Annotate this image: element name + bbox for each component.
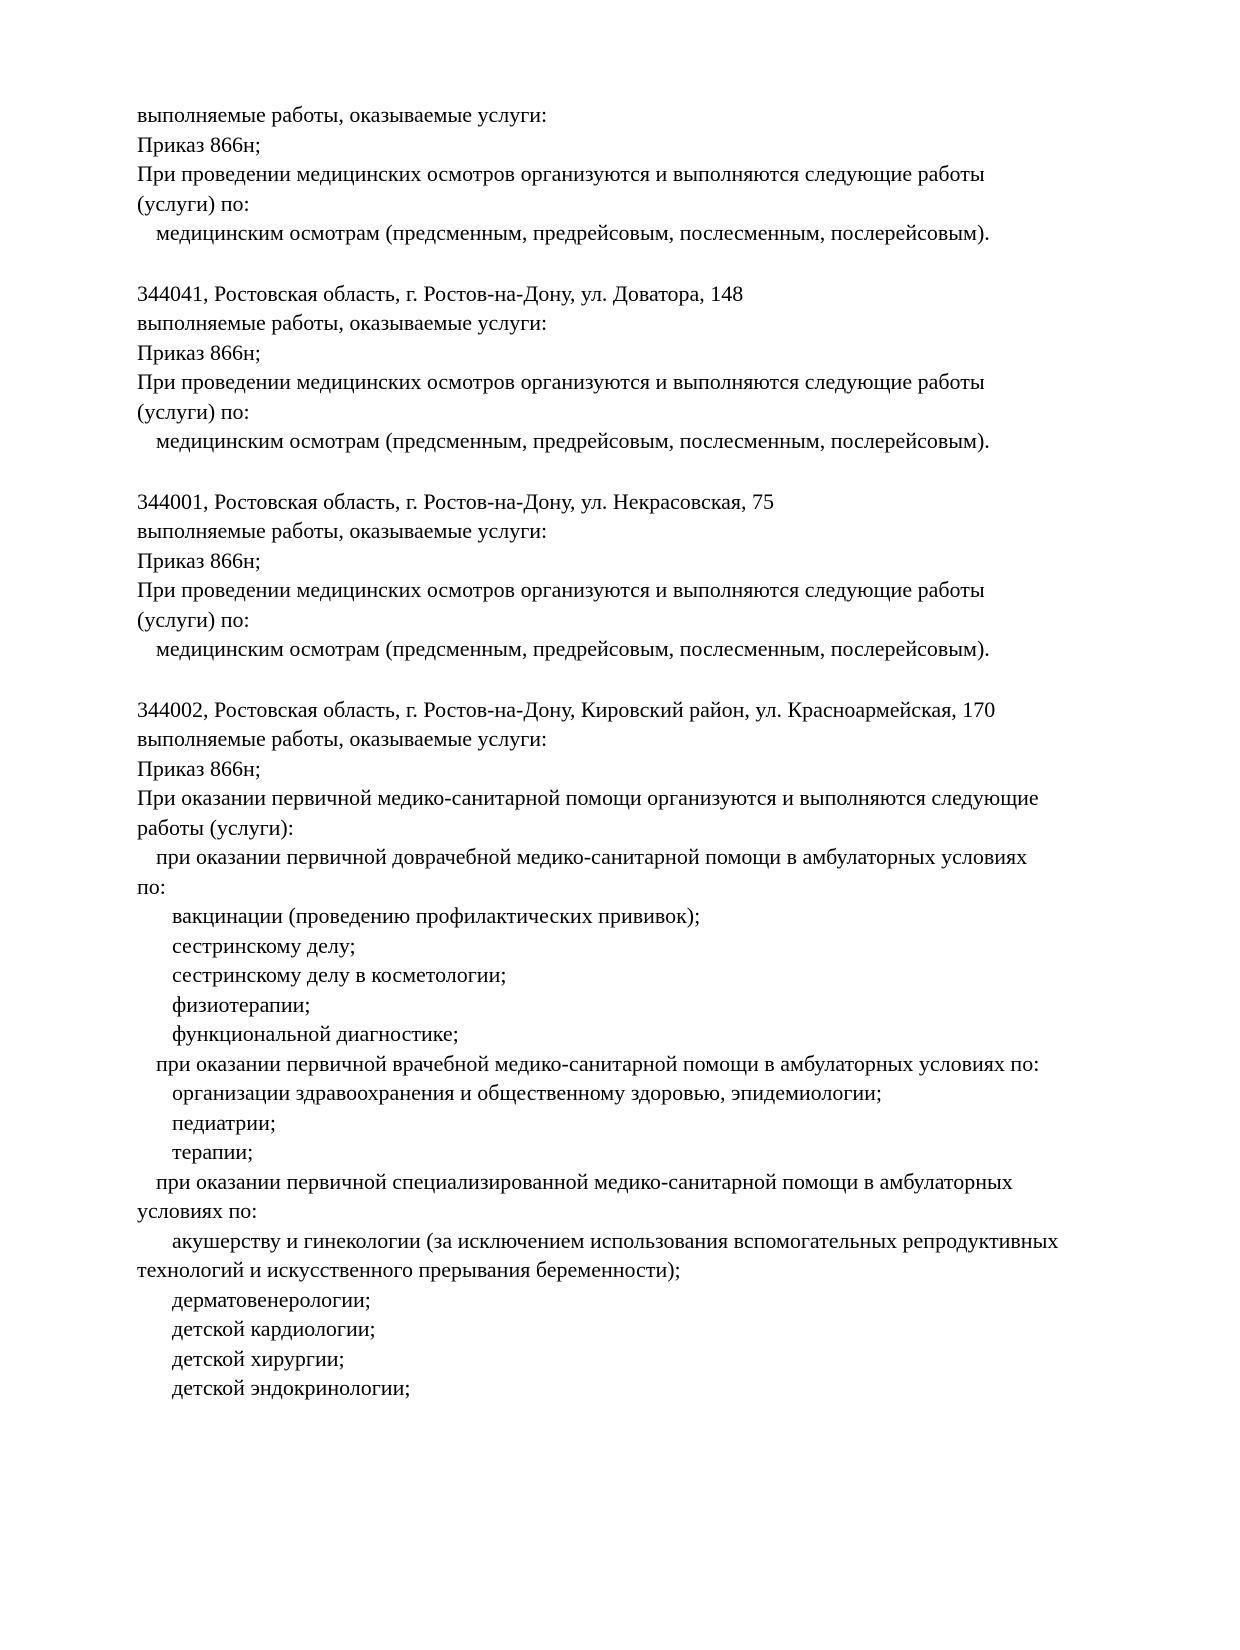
document-line: выполняемые работы, оказываемые услуги: — [137, 310, 548, 335]
document-line: педиатрии; — [172, 1109, 276, 1135]
document-line: детской кардиологии; — [172, 1316, 376, 1341]
license-address-block — [137, 487, 1190, 664]
document-line: медицинским осмотрам (предсменным, предрейсовым, послесменным, послерейсовым). — [156, 220, 990, 245]
document-line: Приказ 866н; — [137, 339, 261, 365]
document-line: (услуги) по: — [137, 190, 250, 216]
document-line: выполняемые работы, оказываемые услуги: — [137, 518, 548, 543]
document-line: при оказании первичной доврачебной медико-санитарной помощи в амбулаторных условиях — [156, 844, 1028, 869]
document-line: физиотерапии; — [172, 991, 311, 1017]
document-line: При проведении медицинских осмотров организуются и выполняются следующие работы — [137, 161, 985, 186]
document-line: медицинским осмотрам (предсменным, предрейсовым, послесменным, послерейсовым). — [156, 636, 990, 661]
document-line: акушерству и гинекологии (за исключением использования вспомогательных репродуктивных — [172, 1227, 1059, 1253]
license-address-block — [137, 695, 1190, 1403]
document-line: работы (услуги): — [137, 814, 294, 840]
document-line: дерматовенерологии; — [172, 1286, 371, 1312]
address-line: 344041, Ростовская область, г. Ростов-на-Дону, ул. Доватора, 148 — [137, 280, 744, 306]
document-line: Приказ 866н; — [137, 755, 261, 781]
document-line: выполняемые работы, оказываемые услуги: — [137, 726, 548, 751]
document-line: сестринскому делу в косметологии; — [172, 962, 507, 987]
address-line: 344002, Ростовская область, г. Ростов-на-Дону, Кировский район, ул. Красноармейская, 170 — [137, 696, 996, 722]
document-line: терапии; — [172, 1139, 254, 1164]
document-line: (услуги) по: — [137, 398, 250, 424]
document-line: сестринскому делу; — [172, 932, 356, 958]
document-line: детской эндокринологии; — [172, 1375, 411, 1400]
document-line: медицинским осмотрам (предсменным, предрейсовым, послесменным, послерейсовым). — [156, 428, 990, 453]
document-line: При оказании первичной медико-санитарной помощи организуются и выполняются следующие — [137, 785, 1039, 810]
document-line: Приказ 866н; — [137, 547, 261, 573]
license-address-block — [137, 279, 1190, 456]
document-line: При проведении медицинских осмотров организуются и выполняются следующие работы — [137, 369, 985, 394]
document-line: технологий и искусственного прерывания беременности); — [137, 1257, 681, 1282]
document-line: (услуги) по: — [137, 606, 250, 632]
document-line: выполняемые работы, оказываемые услуги: — [137, 102, 548, 127]
document-line: вакцинации (проведению профилактических прививок); — [172, 903, 701, 928]
document-line: организации здравоохранения и общественному здоровью, эпидемиологии; — [172, 1080, 883, 1105]
document-line: Приказ 866н; — [137, 131, 261, 157]
document-line: При проведении медицинских осмотров организуются и выполняются следующие работы — [137, 577, 985, 602]
document-line: функциональной диагностике; — [172, 1021, 459, 1046]
document-line: по: — [137, 873, 166, 899]
license-address-block — [137, 100, 1190, 248]
document-line: условиях по: — [137, 1198, 258, 1223]
document-line: детской хирургии; — [172, 1345, 345, 1371]
document-line: при оказании первичной врачебной медико-санитарной помощи в амбулаторных условиях по: — [156, 1050, 1040, 1076]
document-line: при оказании первичной специализированной медико-санитарной помощи в амбулаторных — [156, 1168, 1013, 1194]
address-line: 344001, Ростовская область, г. Ростов-на-Дону, ул. Некрасовская, 75 — [137, 488, 775, 514]
